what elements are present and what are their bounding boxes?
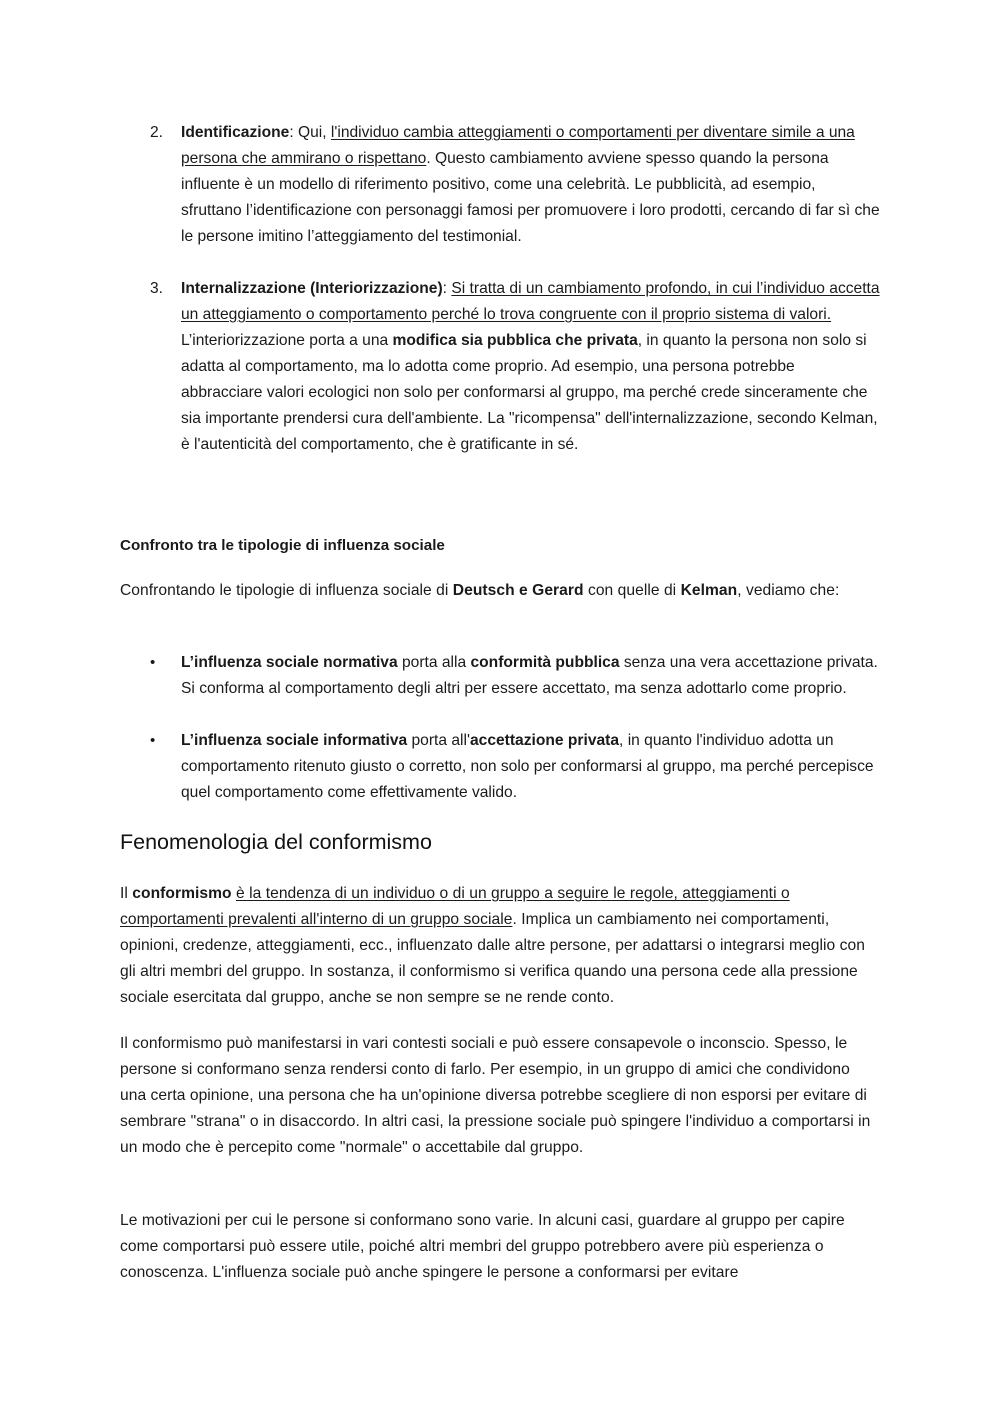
bold-term: L’influenza sociale informativa [181,732,408,749]
paragraph-conformismo-motivations: Le motivazioni per cui le persone si conformano sono varie. In alcuni casi, guardare al gruppo per capire come comportarsi può essere utile, poiché altri membri del gruppo potrebbero avere più esperienza o conoscenza. L'influenza sociale può anche spingere le persone a conformarsi per evitare [120,1212,845,1281]
body-text: , in quanto la persona non solo si adatta al comportamento, ma lo adotta come proprio. Ad esempio, una persona potrebbe abbracciare valori ecologici non solo per conformarsi al gruppo, ma perché crede sinceramente che sia importante prendersi cura dell'ambiente. La "ricompensa" dell'internalizzazione, secondo Kelman, è l'autenticità del comportamento, che è gratificante in sé. [181,332,878,453]
list-number: 2. [150,124,164,141]
list-item-text [181,276,880,458]
bullet-item-normativa [120,650,880,702]
body-text: L’interiorizzazione porta a una [181,332,393,349]
subheading: Confronto tra le tipologie di influenza sociale [120,537,445,554]
list-item-identificazione [120,120,880,250]
paragraph-conformismo-contexts: Il conformismo può manifestarsi in vari contesti sociali e può essere consapevole o inconscio. Spesso, le persone si conformano senza rendersi conto di farlo. Per esempio, in un gruppo di amici che condividono una certa opinione, una persona che ha un'opinione diversa potrebbe scegliere di non esporsi per evitare di sembrare "strana" o in disaccordo. In altri casi, la pressione sociale può spingere l'individuo a comportarsi in un modo che è percepito come "normale" o accettabile dal gruppo. [120,1035,871,1156]
underlined-text: è la tendenza di un individuo o di un gruppo a seguire le regole, atteggiamenti o comportamenti prevalenti all'interno di un gruppo sociale [120,885,790,928]
intro-bold-authors: Deutsch e Gerard [452,582,584,599]
intro-text: Confrontando le tipologie di influenza sociale di [120,582,453,599]
bullet-icon: • [150,732,156,749]
bold-term: accettazione privata [469,732,620,749]
section-title: Fenomenologia del conformismo [120,830,432,854]
list-number: 3. [150,280,164,297]
bold-term: conformità pubblica [470,654,620,671]
intro-text: con quelle di [583,582,681,599]
intro-text: , vediamo che: [737,582,840,599]
body-text: porta alla [397,654,471,671]
paragraph-conformismo-definition [120,881,880,1011]
list-item-internalizzazione [120,276,880,458]
term: Internalizzazione (Interiorizzazione) [181,280,443,297]
bold-term: L’influenza sociale normativa [181,654,398,671]
body-text: Il [120,885,133,902]
body-text: , in quanto l'individuo adotta un comportamento ritenuto giusto o corretto, non solo per conformarsi al gruppo, ma perché percepisce quel comportamento come effettivamente valido. [181,732,874,801]
underlined-text: Si tratta di un cambiamento profondo, in cui l’individuo accetta un atteggiamento o comportamento perché lo trova congruente con il proprio sistema di valori. [181,280,880,323]
list-item-text [181,120,880,250]
bold-term: conformismo [132,885,232,902]
separator: : [442,280,452,297]
body-text: senza una vera accettazione privata. Si conforma al comportamento degli altri per essere accettato, ma senza adottarlo come proprio. [181,654,878,697]
bullet-icon: • [150,654,156,671]
body-text: porta all' [407,732,470,749]
bullet-text [181,650,880,702]
intro-bold-author: Kelman [680,582,738,599]
body-text: . Implica un cambiamento nei comportamenti, opinioni, credenze, atteggiamenti, ecc., influenzato dalle altre persone, per adattarsi o integrarsi meglio con gli altri membri del gruppo. In sostanza, il conformismo si verifica quando una persona cede alla pressione sociale esercitata dal gruppo, anche se non sempre se ne rende conto. [120,911,865,1006]
body-text: . Questo cambiamento avviene spesso quando la persona influente è un modello di riferimento positivo, come una celebrità. Le pubblicità, ad esempio, sfruttano l’identificazione con personaggi famosi per promuovere i loro prodotti, cercando di far sì che le persone imitino l’atteggiamento del testimonial. [181,150,880,245]
comparison-intro [120,578,880,604]
underlined-text: l'individuo cambia atteggiamenti o comportamenti per diventare simile a una persona che ammirano o rispettano [181,124,855,167]
term: Identificazione [181,124,290,141]
bullet-item-informativa [120,728,880,806]
bold-phrase: modifica sia pubblica che privata [392,332,638,349]
bullet-text [181,728,880,806]
separator: : Qui, [289,124,331,141]
